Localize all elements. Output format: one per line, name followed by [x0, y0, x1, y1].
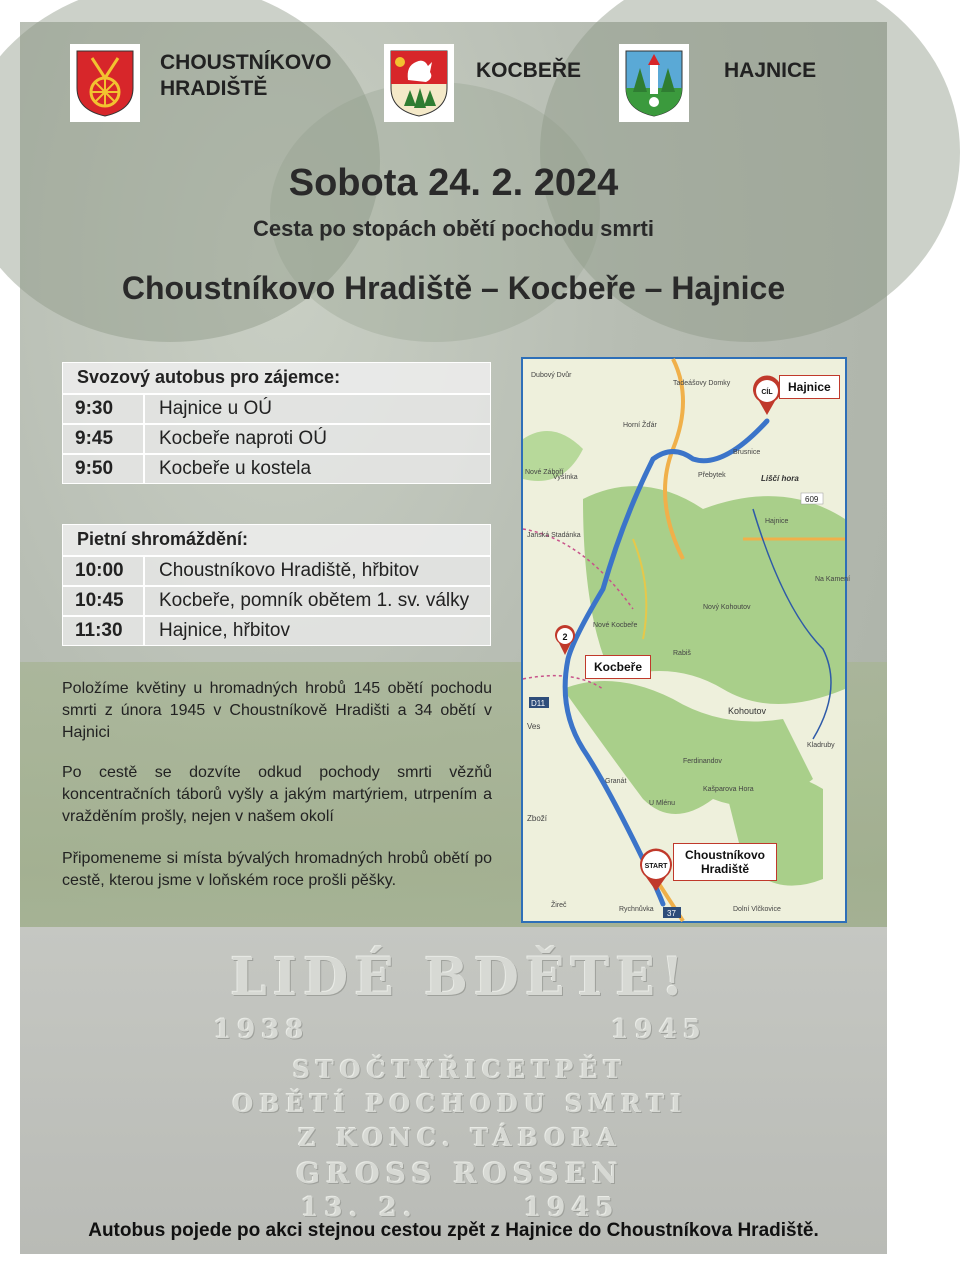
table-row [63, 455, 490, 483]
map-place-label: Hajnice [765, 518, 789, 525]
stone-inscription-title: LIDÉ BDĚTE! [230, 947, 690, 1008]
paragraph-history: Po cestě se dozvíte odkud pochody smrti vězňů koncentračních táborů vyšly a jakým martýriem, utrpením a vražděním prošly, nejen v našem okolí [62, 764, 492, 825]
map-place-label: Přebytek [698, 472, 726, 479]
table-row [63, 425, 490, 455]
map-place-label: Dubový Dvůr [531, 372, 572, 379]
town-name-line: HRADIŠTĚ [160, 77, 268, 100]
paragraph-graves: Připomeneme si místa bývalých hromadných hrobů obětí po cestě, kterou jsme v loňském roce prošli pěšky. [62, 850, 492, 889]
stone-inscription-line: GROSS ROSSEN [296, 1157, 624, 1190]
tower-crest-icon [619, 44, 689, 122]
map-canvas [523, 359, 851, 921]
bus-schedule [62, 362, 491, 484]
map-place-label: Nový Kohoutov [703, 604, 751, 611]
schedule-place: Choustníkovo Hradiště, hřbitov [159, 560, 419, 581]
memorial-schedule [62, 524, 491, 646]
schedule-time: 10:00 [63, 557, 145, 585]
map-place-label: Nové Kocbeře [593, 622, 638, 629]
footer-note: Autobus pojede po akci stejnou cestou zpět z Hajnice do Choustníkova Hradiště. [88, 1220, 819, 1241]
map-place-label: Tadeášovy Domky [673, 380, 731, 387]
map-place-label: Janská Stadánka [527, 532, 581, 539]
start-pin-label: START [644, 863, 668, 870]
map-place-label: Ves [527, 722, 541, 731]
schedule-place: Hajnice u OÚ [159, 398, 272, 419]
schedule-place: Hajnice, hřbitov [159, 620, 290, 641]
table-row [63, 617, 490, 645]
event-date: Sobota 24. 2. 2024 [288, 162, 619, 204]
schedule-time: 10:45 [63, 587, 145, 615]
schedule-time: 11:30 [63, 617, 145, 645]
road-number: D11 [531, 699, 546, 708]
table-row [63, 557, 490, 587]
map-place-label: Ferdinandov [683, 758, 722, 765]
map-place-label: Brusnice [733, 449, 761, 456]
wheel-crest-icon [70, 44, 140, 122]
stone-inscription-years: 1938 1945 [213, 1015, 707, 1045]
stone-inscription-line: Z KONC. TÁBORA [298, 1123, 622, 1152]
table-row [63, 587, 490, 617]
schedule-time: 9:45 [63, 425, 145, 453]
map-label-kocbere: Kocbeře [585, 655, 651, 679]
map-place-label: Na Kamení [815, 576, 851, 583]
schedule-place: Kocbeře u kostela [159, 458, 312, 479]
map-place-label: Zboží [527, 814, 548, 823]
schedule-time: 9:30 [63, 395, 145, 423]
event-subtitle: Cesta po stopách obětí pochodu smrti [253, 216, 654, 241]
schedule-time: 9:50 [63, 455, 145, 483]
map-label-choustnikovo-hradiste: Choustníkovo Hradiště [673, 843, 777, 881]
map-place-label: Rabiš [673, 650, 691, 657]
map-place-label: Granát [605, 778, 627, 785]
finish-pin-label: CÍL [761, 389, 773, 396]
bus-schedule-title: Svozový autobus pro zájemce: [63, 363, 490, 395]
schedule-place: Kocbeře naproti OÚ [159, 428, 327, 449]
map-place-label: U Mlénu [649, 800, 676, 807]
lion-crest-icon [384, 44, 454, 122]
town-name-hajnice: HAJNICE [724, 59, 817, 82]
stone-inscription-date: 13. 2. 1945 [300, 1193, 620, 1223]
table-row [63, 395, 490, 425]
map-place-label: Horní Žďár [623, 422, 657, 429]
map-place-label: Nové Záboří [525, 469, 564, 476]
poster [20, 22, 887, 1254]
road-number: 37 [667, 909, 676, 918]
map-place-label: Kladruby [807, 742, 835, 749]
map-place-label: Rychnůvka [619, 906, 654, 913]
map-place-label: Žireč [551, 902, 567, 909]
road-number: 609 [805, 495, 819, 504]
map-place-label: Liščí hora [761, 474, 799, 483]
paragraph-flowers: Položíme květiny u hromadných hrobů 145 obětí pochodu smrti z února 1945 v Choustníkově Hradišti a 34 obětí v Hajnici [62, 680, 492, 741]
memorial-schedule-title: Pietní shromáždění: [63, 525, 490, 557]
stone-inscription-line: OBĚTÍ POCHODU SMRTI [232, 1089, 688, 1118]
map-place-label: Kašparova Hora [703, 786, 754, 793]
town-name-line: CHOUSTNÍKOVO [160, 51, 332, 74]
route-map [521, 357, 851, 923]
map-place-label: Dolní Vlčkovice [733, 906, 781, 913]
event-route: Choustníkovo Hradiště – Kocbeře – Hajnice [121, 270, 786, 306]
memorial-stone [20, 927, 887, 1254]
town-name-kocbere: KOCBEŘE [476, 59, 582, 82]
map-place-label: Vyšínka [553, 474, 578, 481]
checkpoint-pin-label: 2 [562, 632, 568, 642]
map-place-label: Kohoutov [728, 706, 767, 716]
town-name-choustnikovo-hradiste [160, 50, 332, 102]
schedule-place: Kocbeře, pomník obětem 1. sv. války [159, 590, 470, 611]
map-label-hajnice: Hajnice [779, 375, 840, 399]
stone-inscription-line: STOČTYŘICETPĚT [292, 1055, 628, 1084]
